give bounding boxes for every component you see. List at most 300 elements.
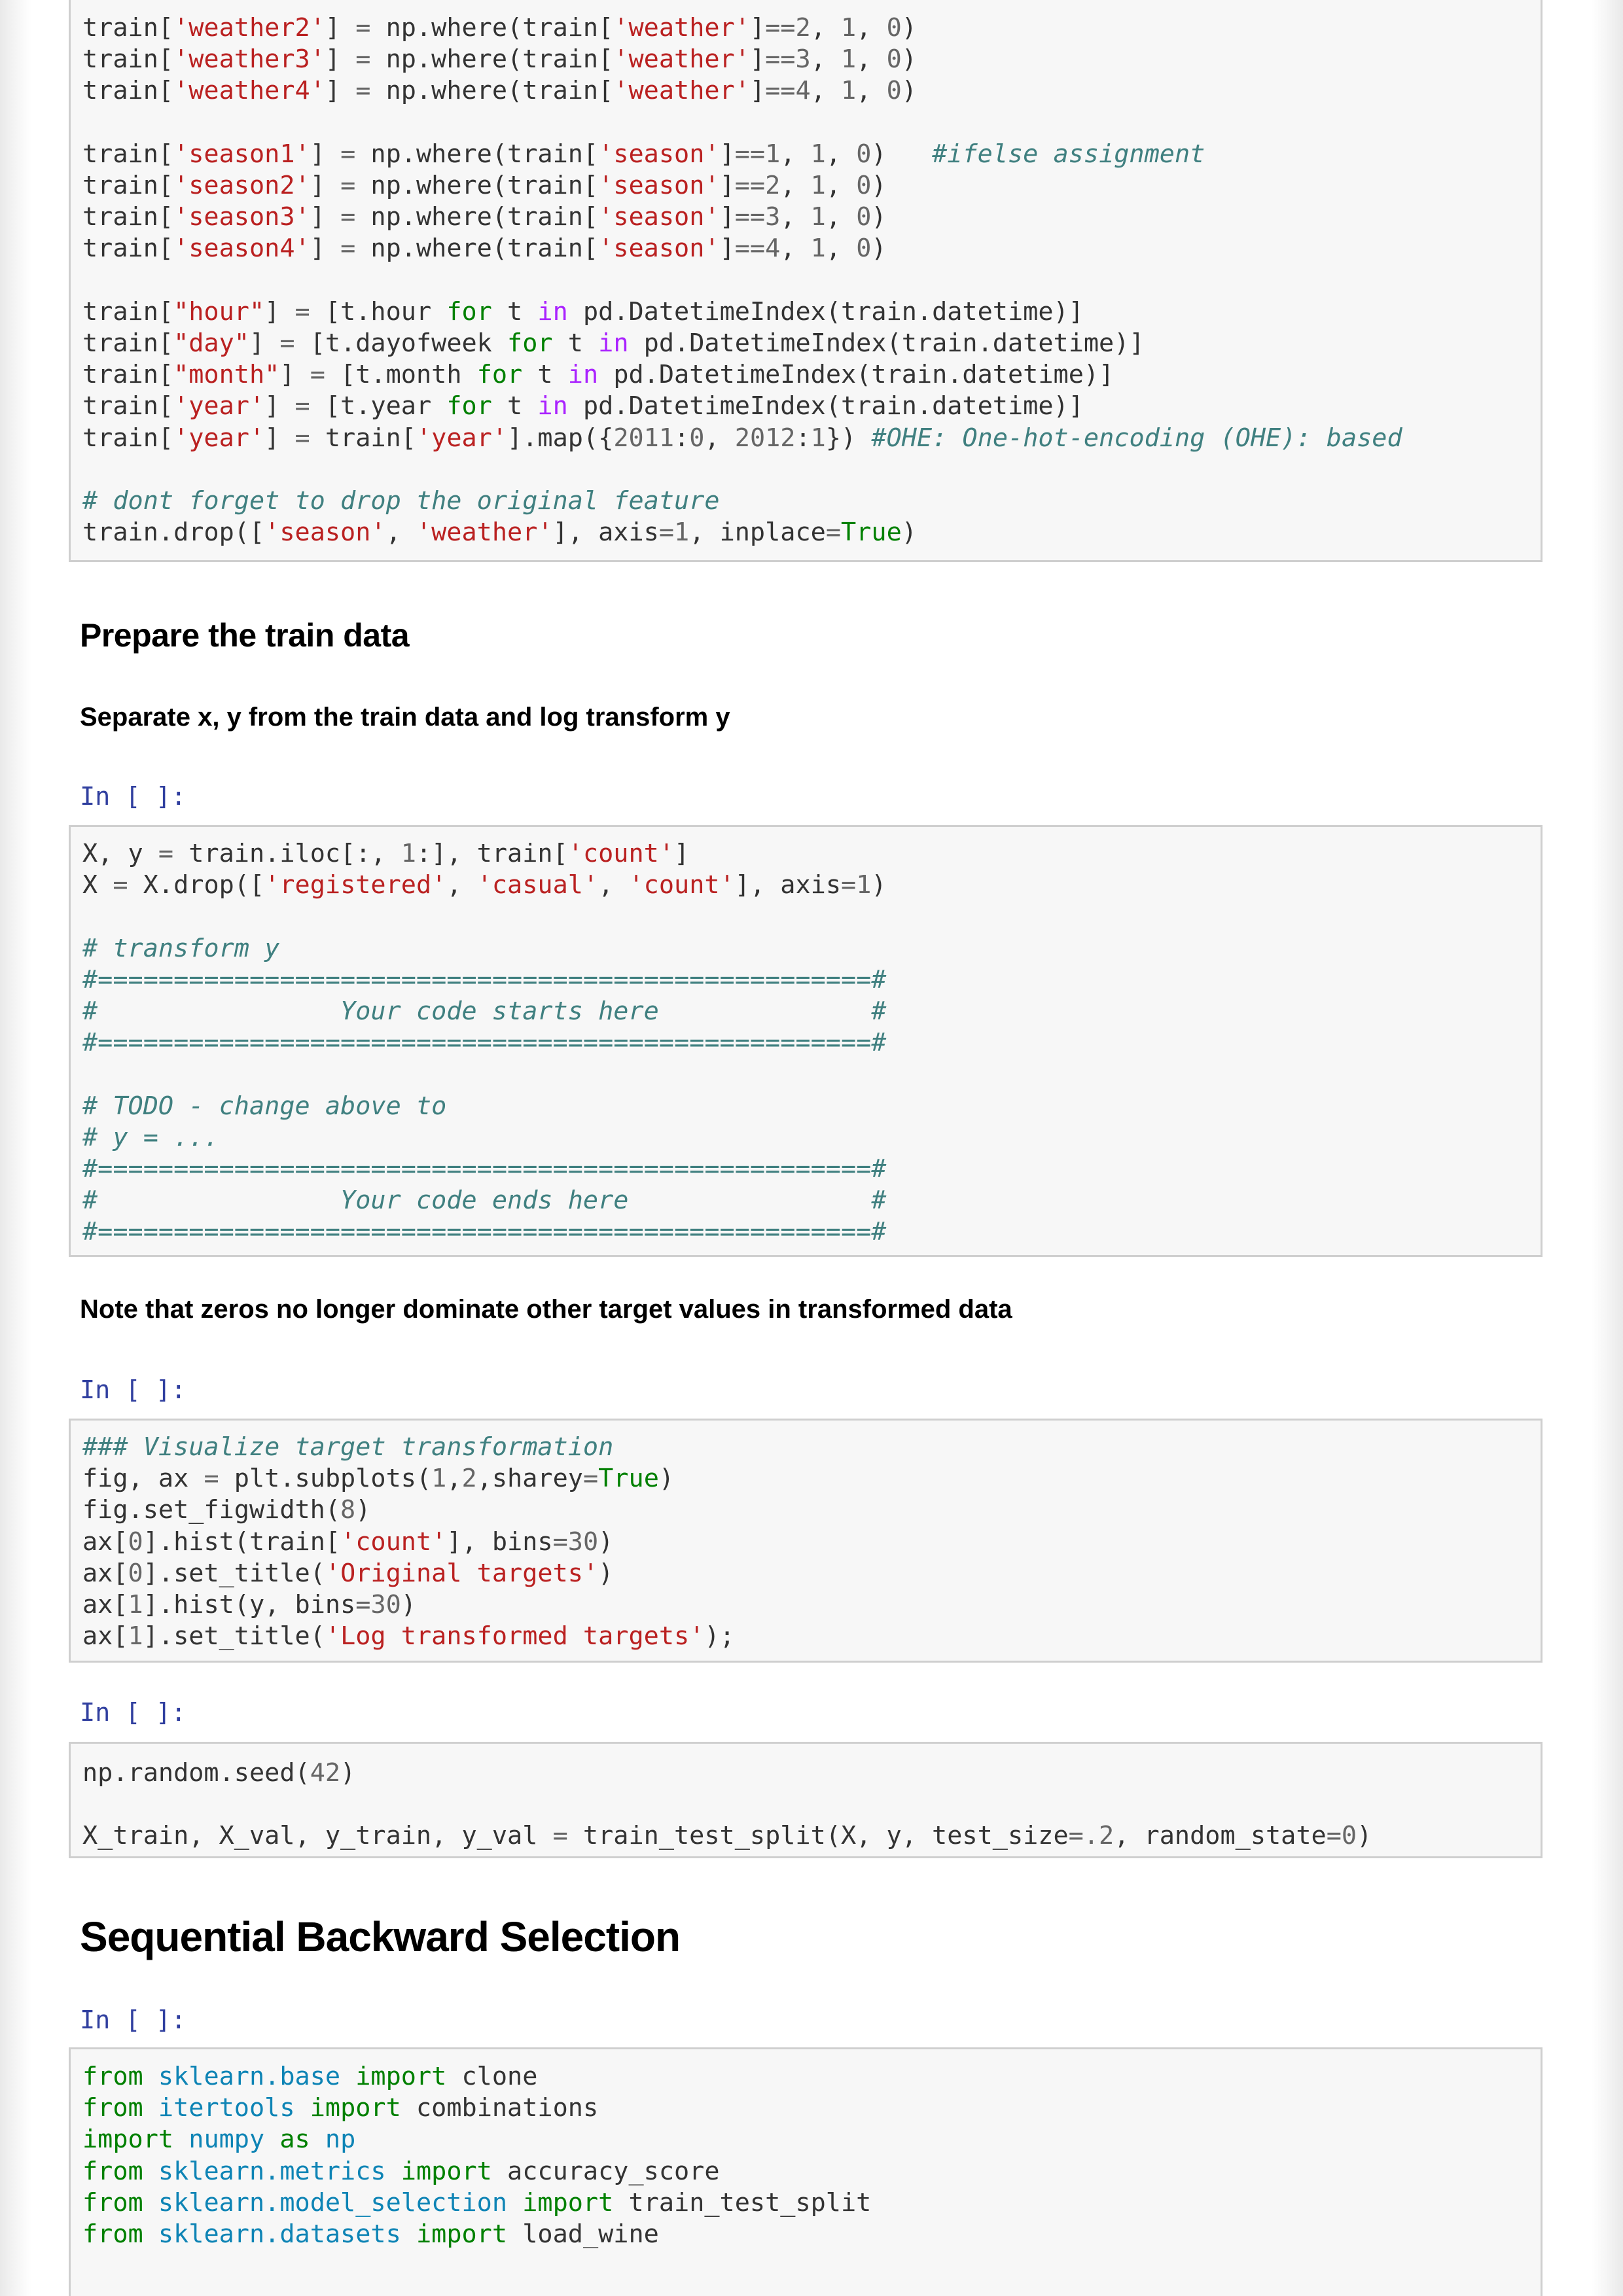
code-token: : <box>795 423 811 453</box>
code-token: 1 <box>431 1464 447 1494</box>
code-token: , <box>825 202 857 232</box>
code-token: = <box>340 234 356 264</box>
code-token: t <box>552 328 599 359</box>
code-token: ) <box>901 44 917 75</box>
code-token: ) <box>901 76 917 106</box>
code-token: = <box>552 1527 568 1557</box>
code-token: itertools <box>158 2093 295 2123</box>
code-token: np.where(train[ <box>355 234 599 264</box>
code-token: 'weather4' <box>173 76 325 106</box>
page-left-shadow <box>0 0 31 2296</box>
code-token: from <box>82 2093 143 2123</box>
code-token: , <box>780 171 811 201</box>
code-token: [t.hour <box>310 296 447 327</box>
code-token: 0 <box>856 171 872 201</box>
code-token: 0 <box>856 202 872 232</box>
code-token: ) <box>871 202 887 232</box>
code-token: "month" <box>173 360 280 390</box>
code-cell-separate-xy[interactable] <box>69 825 1543 1257</box>
code-token: train[ <box>82 423 174 453</box>
code-token: 'year' <box>416 423 508 453</box>
code-token: 1 <box>765 139 781 169</box>
code-token <box>401 2219 416 2249</box>
code-token: == <box>734 171 766 201</box>
code-token: 'year' <box>173 391 265 421</box>
code-token: ax[ <box>82 1590 128 1620</box>
code-token: [t.year <box>310 391 447 421</box>
code-token: 'weather' <box>416 518 553 548</box>
code-token <box>143 2219 158 2249</box>
code-cell-train-test-split[interactable] <box>69 1742 1543 1858</box>
code-token: 1 <box>128 1621 143 1651</box>
code-token: 'count' <box>567 839 675 868</box>
code-token: train[ <box>82 328 174 359</box>
code-token <box>386 2157 401 2186</box>
code-block <box>82 1432 735 1652</box>
code-token: ) <box>658 1464 675 1494</box>
code-token: ) <box>598 1527 614 1557</box>
code-line <box>82 2219 659 2249</box>
code-token: = <box>204 1464 219 1494</box>
code-token: #OHE: One-hot-encoding (OHE): based <box>871 423 1402 453</box>
code-token: ax[ <box>82 1621 128 1651</box>
code-token: , <box>780 234 811 264</box>
code-token: X_train, X_val, y_train, y_val <box>82 1821 553 1851</box>
code-line <box>82 234 887 263</box>
code-line <box>82 1559 613 1588</box>
code-token: 0 <box>856 139 872 169</box>
code-token: 'weather' <box>613 13 750 43</box>
code-token: ].map({ <box>507 423 614 453</box>
code-line <box>82 202 887 232</box>
code-token: ] <box>749 13 766 43</box>
code-token: in <box>567 360 599 390</box>
code-line <box>82 1495 370 1525</box>
code-token: 'count' <box>628 870 735 900</box>
code-line <box>82 391 1084 421</box>
code-token: t <box>522 360 568 390</box>
heading-note-zeros: Note that zeros no longer dominate other target values in transformed data <box>80 1295 1012 1324</box>
code-token: #===================================================# <box>82 964 887 995</box>
code-token: [t.dayofweek <box>294 328 508 359</box>
code-token: 'year' <box>173 423 265 453</box>
code-cell-imports[interactable] <box>69 2047 1543 2296</box>
code-token: import <box>82 2125 174 2155</box>
code-token: train[ <box>82 76 174 106</box>
code-line <box>82 1464 674 1493</box>
code-token: for <box>446 391 492 421</box>
code-token: == <box>734 234 766 264</box>
code-token <box>340 2062 355 2091</box>
code-line <box>82 518 917 547</box>
code-token: ] <box>719 202 735 232</box>
code-token: = <box>825 518 842 548</box>
code-block <box>82 2061 871 2250</box>
code-token: ] <box>325 13 356 43</box>
code-token: = <box>841 870 857 900</box>
code-token: np.random.seed( <box>82 1758 310 1788</box>
code-token: = <box>582 1464 599 1494</box>
code-token: ) <box>901 518 917 548</box>
code-line <box>82 2157 720 2186</box>
code-token: 1 <box>810 139 826 169</box>
code-token: = <box>1326 1821 1342 1851</box>
code-token: , <box>780 139 811 169</box>
heading-prepare-train-data: Prepare the train data <box>80 617 410 654</box>
code-token: ] <box>310 202 341 232</box>
code-token: , <box>446 870 477 900</box>
code-token: 'season' <box>598 171 720 201</box>
code-token: ] <box>749 76 766 106</box>
code-token: == <box>765 76 796 106</box>
code-token: 1 <box>810 171 826 201</box>
code-line <box>82 76 917 105</box>
code-line <box>82 1028 887 1057</box>
code-token: # Your code ends here # <box>82 1186 887 1216</box>
code-token: :], train[ <box>416 839 568 868</box>
code-line <box>82 2093 598 2123</box>
code-token: # transform y <box>82 933 280 963</box>
code-token: 0 <box>1341 1821 1357 1851</box>
code-token: ) <box>871 234 887 264</box>
code-token: = <box>113 870 128 900</box>
code-token: [t.month <box>325 360 477 390</box>
code-token: 42 <box>310 1758 341 1788</box>
code-token: plt.subplots( <box>219 1464 432 1494</box>
code-line <box>82 2125 355 2154</box>
heading-sequential-backward-selection: Sequential Backward Selection <box>80 1913 681 1960</box>
code-token: import <box>310 2093 401 2123</box>
code-token: 'weather' <box>613 76 750 106</box>
code-token <box>507 2188 522 2217</box>
code-token: ] <box>279 360 310 390</box>
code-token: 'season4' <box>173 234 310 264</box>
code-token <box>173 2125 188 2154</box>
code-token: 2012 <box>734 423 796 453</box>
code-token: : <box>674 423 690 453</box>
code-token: 1 <box>128 1590 143 1620</box>
code-token: = <box>340 171 356 201</box>
code-token: = <box>279 328 295 359</box>
code-line <box>82 2062 537 2091</box>
code-token: = <box>310 360 325 390</box>
code-token: == <box>765 13 796 43</box>
code-token: 'count' <box>340 1527 447 1557</box>
code-cell-feature-engineering[interactable] <box>69 0 1543 562</box>
code-line <box>82 423 1402 453</box>
code-token: train[ <box>82 13 174 43</box>
code-block <box>82 12 1402 548</box>
code-token: ) <box>401 1590 416 1620</box>
code-token <box>143 2157 158 2186</box>
code-token: , <box>856 13 887 43</box>
code-token: = <box>355 76 371 106</box>
code-token: ] <box>325 44 356 75</box>
code-token: X, y <box>82 839 158 868</box>
heading-separate-xy: Separate x, y from the train data and log transform y <box>80 703 730 732</box>
code-token: 0 <box>886 44 902 75</box>
code-line <box>82 139 1205 169</box>
code-token: import <box>416 2219 508 2250</box>
code-token: train[ <box>82 234 174 264</box>
page-right-shadow <box>1592 0 1623 2296</box>
code-token: , <box>825 234 857 264</box>
cell-prompt: In [ ]: <box>80 2005 187 2035</box>
code-token: train[ <box>82 202 174 232</box>
cell-prompt: In [ ]: <box>80 1375 187 1405</box>
code-token: ) <box>871 139 933 169</box>
code-token: ] <box>310 139 341 169</box>
code-token: = <box>658 518 675 548</box>
code-token: train[ <box>82 139 174 169</box>
code-token: #===================================================# <box>82 1154 887 1184</box>
code-token: combinations <box>401 2093 599 2123</box>
code-token: train[ <box>82 171 174 201</box>
code-token: 'weather2' <box>173 13 325 43</box>
code-line <box>82 997 887 1026</box>
code-token: 1 <box>841 44 857 75</box>
code-token: for <box>476 360 523 390</box>
code-token: clone <box>446 2062 538 2091</box>
code-token: fig.set_figwidth( <box>82 1495 341 1525</box>
code-token: train[ <box>82 296 174 327</box>
code-token: 1 <box>856 870 872 900</box>
code-token: ].set_title( <box>143 1558 325 1588</box>
code-token: np <box>325 2125 356 2155</box>
code-token: = <box>340 202 356 232</box>
code-token: 1 <box>810 234 826 264</box>
code-token: ].hist(y, bins <box>143 1590 356 1620</box>
code-line <box>82 934 279 963</box>
code-token: == <box>734 202 766 232</box>
code-token: ].set_title( <box>143 1621 325 1651</box>
code-token: ] <box>719 234 735 264</box>
code-token: 2 <box>461 1464 477 1494</box>
code-token <box>310 2125 325 2154</box>
code-token: 0 <box>886 13 902 43</box>
code-token <box>143 2188 158 2217</box>
code-token: 3 <box>795 44 811 75</box>
code-token: X.drop([ <box>128 870 265 900</box>
code-line <box>82 1154 887 1184</box>
code-token: train.drop([ <box>82 518 265 548</box>
code-token <box>295 2093 310 2123</box>
code-token: from <box>82 2187 143 2217</box>
code-token: True <box>598 1464 659 1494</box>
cell-prompt: In [ ]: <box>80 1698 187 1727</box>
code-token: 'season2' <box>173 171 310 201</box>
code-token: accuracy_score <box>491 2156 720 2186</box>
code-token: , <box>598 870 629 900</box>
code-token: , random_state <box>1114 1821 1327 1851</box>
code-line <box>82 1432 613 1462</box>
code-token: np.where(train[ <box>355 202 599 232</box>
code-token: 4 <box>765 234 781 264</box>
code-token: ], axis <box>734 870 842 900</box>
code-line <box>82 1758 355 1788</box>
code-token: 'casual' <box>476 870 599 900</box>
code-token: ] <box>249 328 280 359</box>
code-token: 'Log transformed targets' <box>325 1621 705 1651</box>
code-token: as <box>279 2125 310 2155</box>
code-token <box>143 2062 158 2091</box>
code-token: numpy <box>188 2125 265 2155</box>
code-token: }) <box>825 423 872 453</box>
code-token: from <box>82 2219 143 2250</box>
code-token: for <box>446 296 492 327</box>
code-token: ) <box>1357 1821 1372 1851</box>
code-token: 0 <box>128 1527 143 1557</box>
code-token: 1 <box>841 76 857 106</box>
code-token: , <box>825 139 857 169</box>
code-line <box>82 965 887 995</box>
code-token: train[ <box>82 44 174 75</box>
code-line <box>82 1123 219 1152</box>
code-token: 1 <box>841 13 857 43</box>
code-token: 3 <box>765 202 781 232</box>
code-line <box>82 1821 1372 1850</box>
code-line <box>82 1621 735 1651</box>
code-token: ] <box>674 839 690 868</box>
code-token: ] <box>325 76 356 106</box>
code-token: 30 <box>370 1590 401 1620</box>
code-token: 'season' <box>598 234 720 264</box>
code-token: t <box>491 391 538 421</box>
code-token: , <box>810 44 842 75</box>
code-token: 0 <box>856 234 872 264</box>
code-token: 0 <box>886 76 902 106</box>
code-token: True <box>841 518 902 548</box>
code-token: ) <box>340 1758 356 1788</box>
code-token: # Your code starts here # <box>82 997 887 1027</box>
code-token: from <box>82 2156 143 2186</box>
code-token: train[ <box>310 423 416 453</box>
code-token: = <box>340 139 356 169</box>
code-token: 'season3' <box>173 202 310 232</box>
code-line <box>82 1217 887 1246</box>
code-line <box>82 44 917 74</box>
code-token: , <box>385 518 416 548</box>
code-token: fig, ax <box>82 1464 204 1494</box>
code-token: ] <box>749 44 766 75</box>
code-line <box>82 486 720 516</box>
code-token: , inplace <box>689 518 826 548</box>
code-token: ] <box>264 391 295 421</box>
code-token: np.where(train[ <box>370 13 614 43</box>
code-token: np.where(train[ <box>355 139 599 169</box>
code-token: ] <box>719 139 735 169</box>
code-token: ], bins <box>446 1527 553 1557</box>
code-line <box>82 2188 871 2217</box>
code-token: ) <box>598 1558 614 1588</box>
code-token: sklearn.model_selection <box>158 2187 508 2217</box>
code-token: ) <box>871 171 887 201</box>
code-token: 'registered' <box>264 870 447 900</box>
code-token: = <box>1068 1821 1084 1851</box>
code-token: 1 <box>810 202 826 232</box>
code-token: 1 <box>401 839 416 868</box>
code-token: import <box>401 2156 492 2186</box>
code-token: , <box>856 76 887 106</box>
code-token: 'season' <box>598 139 720 169</box>
code-token: 0 <box>128 1558 143 1588</box>
code-token: 8 <box>340 1495 356 1525</box>
code-token: load_wine <box>507 2219 659 2250</box>
code-token: ) <box>901 13 917 43</box>
code-token: 'weather' <box>613 44 750 75</box>
code-token <box>264 2125 279 2154</box>
code-token: 'season1' <box>173 139 310 169</box>
code-token: ) <box>871 870 887 900</box>
code-token: ] <box>264 423 295 453</box>
code-token: sklearn.datasets <box>158 2219 401 2250</box>
code-token: = <box>294 391 310 421</box>
code-line <box>82 13 917 43</box>
code-token: , <box>856 44 887 75</box>
code-block <box>82 838 887 1248</box>
code-token: ax[ <box>82 1558 128 1588</box>
code-token: 2 <box>765 171 781 201</box>
code-token: = <box>355 44 371 75</box>
code-line <box>82 839 689 868</box>
code-token: train[ <box>82 391 174 421</box>
code-token: in <box>598 328 629 359</box>
code-token: pd.DatetimeIndex(train.datetime)] <box>567 296 1084 327</box>
code-token: import <box>355 2062 447 2091</box>
code-token: 'Original targets' <box>325 1558 599 1588</box>
code-block <box>82 1757 1372 1852</box>
code-token: == <box>734 139 766 169</box>
code-token: .2 <box>1083 1821 1115 1851</box>
code-token: for <box>507 328 553 359</box>
code-line <box>82 1527 613 1557</box>
code-token: ] <box>310 234 341 264</box>
code-cell-visualize[interactable] <box>69 1419 1543 1663</box>
code-token: 'season' <box>598 202 720 232</box>
code-token: pd.DatetimeIndex(train.datetime)] <box>598 360 1115 390</box>
code-token: import <box>522 2187 614 2217</box>
code-token: = <box>158 839 174 868</box>
code-token: t <box>491 296 538 327</box>
code-token: ] <box>719 171 735 201</box>
code-token: , <box>704 423 735 453</box>
code-token: ] <box>264 296 295 327</box>
code-token: ], axis <box>552 518 659 548</box>
code-token: #===================================================# <box>82 1028 887 1058</box>
code-token: , <box>810 13 842 43</box>
code-token <box>143 2093 158 2123</box>
code-line <box>82 171 887 200</box>
code-token: X <box>82 870 113 900</box>
code-token: 1 <box>810 423 826 453</box>
code-line <box>82 1590 416 1619</box>
code-token: # dont forget to drop the original feature <box>82 486 720 516</box>
code-token: ); <box>704 1621 735 1651</box>
code-token: sklearn.metrics <box>158 2156 386 2186</box>
code-token: #ifelse assignment <box>932 139 1205 169</box>
code-token: 2011 <box>613 423 675 453</box>
code-token: train_test_split <box>613 2187 872 2217</box>
code-token: ].hist(train[ <box>143 1527 341 1557</box>
code-token: pd.DatetimeIndex(train.datetime)] <box>628 328 1145 359</box>
code-token: "day" <box>173 328 249 359</box>
code-line <box>82 360 1114 389</box>
code-token: 1 <box>674 518 690 548</box>
code-line <box>82 870 887 900</box>
code-token: = <box>294 296 310 327</box>
code-token: = <box>552 1821 568 1851</box>
code-token: # y = ... <box>82 1122 219 1152</box>
